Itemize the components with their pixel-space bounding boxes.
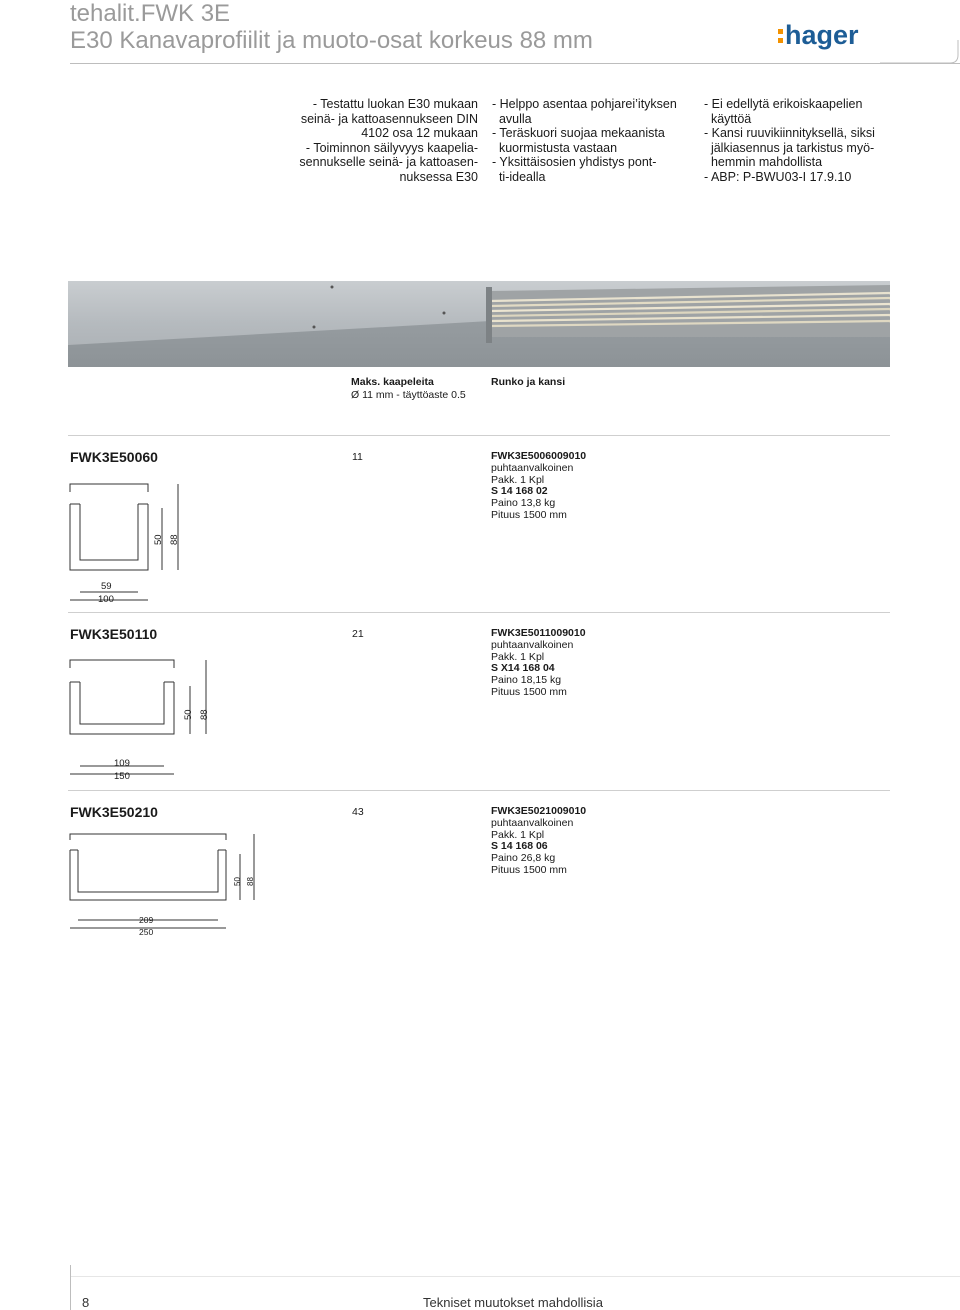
product-color: puhtaanvalkoinen: [491, 461, 574, 474]
dim-inner-width: 109: [114, 758, 130, 769]
order-code: S 14 168 02: [491, 485, 548, 498]
max-cables: 11: [352, 451, 363, 463]
article-number: FWK3E5021009010: [491, 805, 587, 817]
product-spec: [491, 628, 586, 699]
order-code: S 14 168 06: [491, 840, 548, 853]
product-color: puhtaanvalkoinen: [491, 638, 574, 651]
product-weight: Paino 26,8 kg: [491, 852, 556, 865]
dim-outer-width: 250: [139, 927, 154, 937]
product-spec: [491, 451, 586, 522]
dim-inner-height: 50: [153, 534, 164, 545]
product-length: Pituus 1500 mm: [491, 685, 567, 698]
header-corner-curve: [880, 40, 960, 66]
product-length: Pituus 1500 mm: [491, 508, 567, 521]
product-weight: Paino 13,8 kg: [491, 497, 556, 510]
dim-inner-width: 59: [101, 581, 112, 592]
cables-caption: [351, 376, 466, 402]
cables-caption-title: Maks. kaapeleita: [351, 376, 434, 388]
article-number: FWK3E5011009010: [491, 627, 586, 639]
product-separator: [68, 435, 890, 436]
dim-inner-height: 50: [233, 877, 242, 886]
dim-outer-width: 150: [114, 771, 130, 782]
body-cover-caption: Runko ja kansi: [491, 376, 566, 388]
logo-accent-dot-top: [778, 29, 783, 34]
pack-quantity: Pakk. 1 Kpl: [491, 473, 545, 486]
order-code: S X14 168 04: [491, 662, 555, 675]
title-line-2: E30 Kanavaprofiilit ja muoto-osat korkeus 88 mm: [70, 27, 593, 54]
feature-list-1: - Testattu luokan E30 mukaan seinä- ja kattoasennukseen DIN 4102 osa 12 mukaan - Toiminnon säilyvyys kaapelia- sennukselle seinä- ja kattoasen- nuksessa E30: [299, 97, 478, 184]
dim-outer-height: 88: [199, 709, 210, 720]
dim-outer-height: 88: [169, 534, 180, 545]
feature-list-2: - Helppo asentaa pohjarei’ityksen avulla - Teräskuori suojaa mekaanista kuormistusta vastaan - Yksittäisosien yhdistys pont- ti-idealla: [492, 97, 677, 184]
page-number: 8: [82, 1295, 90, 1310]
feature-list-3: - Ei edellytä erikoiskaapelien käyttöä - Kansi ruuvikiinnityksellä, siksi jälkiasennus ja tarkistus myö- hemmin mahdollista - ABP: P-BWU03-I 17.9.10: [704, 97, 875, 184]
logo-text: hager: [785, 20, 859, 50]
logo-accent-dot-bottom: [778, 38, 783, 43]
pack-quantity: Pakk. 1 Kpl: [491, 650, 545, 663]
dim-inner-width: 209: [139, 915, 154, 925]
product-spec: [491, 806, 586, 877]
footer-rule-vertical: [70, 1265, 71, 1310]
product-weight: Paino 18,15 kg: [491, 674, 562, 687]
max-cables: 21: [352, 628, 364, 640]
max-cables: 43: [352, 806, 364, 818]
page-title: [70, 0, 593, 54]
product-name: FWK3E50060: [70, 449, 158, 465]
product-separator: [68, 612, 890, 613]
pack-quantity: Pakk. 1 Kpl: [491, 828, 545, 841]
product-separator: [68, 790, 890, 791]
footer-rule-horizontal: [70, 1276, 960, 1277]
cables-caption-sub: Ø 11 mm - täyttöaste 0.5: [351, 389, 466, 401]
hager-logo: [778, 20, 878, 50]
product-photo: [68, 281, 890, 367]
article-number: FWK3E5006009010: [491, 450, 587, 462]
header-rule: [70, 63, 960, 64]
product-name: FWK3E50210: [70, 804, 158, 820]
product-length: Pituus 1500 mm: [491, 863, 567, 876]
title-line-1: tehalit.FWK 3E: [70, 0, 231, 27]
footer-note: Tekniset muutokset mahdollisia: [423, 1295, 603, 1310]
dim-outer-width: 100: [98, 594, 114, 605]
dim-outer-height: 88: [246, 877, 255, 886]
product-name: FWK3E50110: [70, 626, 158, 642]
dim-inner-height: 50: [183, 709, 194, 720]
product-color: puhtaanvalkoinen: [491, 816, 574, 829]
